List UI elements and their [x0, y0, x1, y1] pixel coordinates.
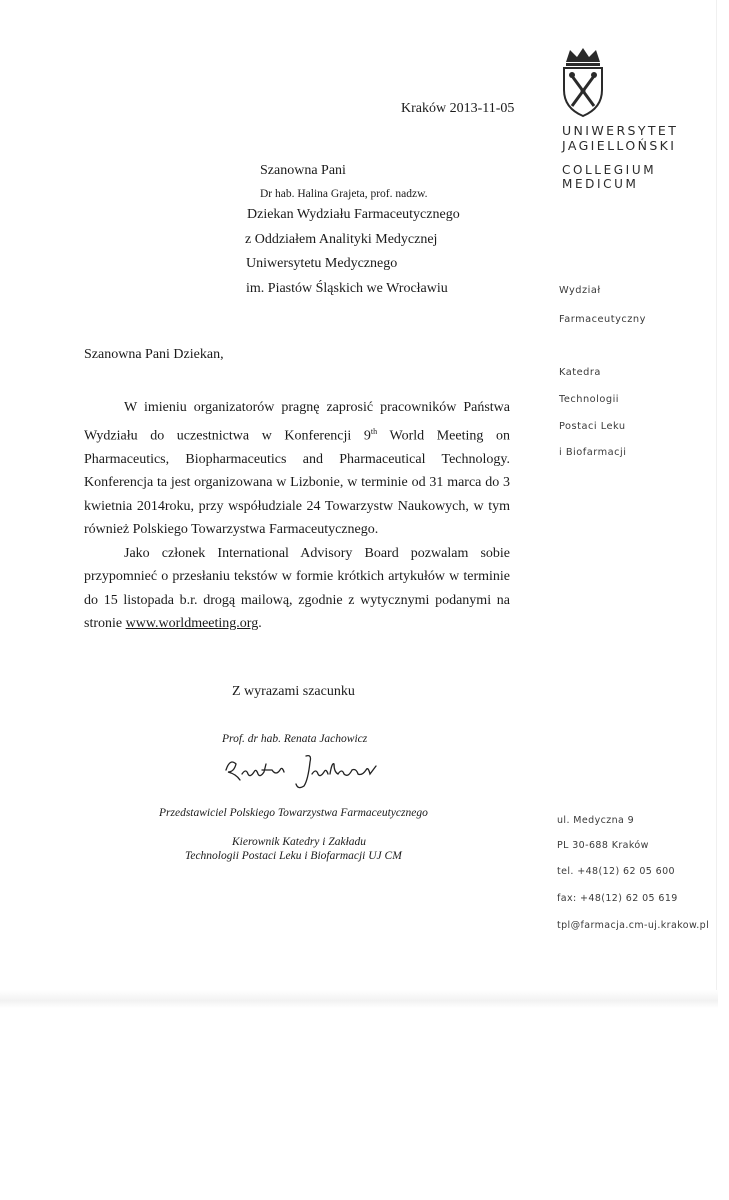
website-link[interactable]: www.worldmeeting.org — [125, 616, 259, 632]
paragraph-1-text-b: World Meeting on Pharmaceutics, Biopharmaceutics and Pharmaceutical Technology. Konferencja ta jest organizowana w Lizbonie, w terminie od 31 marca do 3 kwietnia 2014roku, przy współudziale 24 Towarzystw Naukowych, w tym również Polskiego Towarzystwa Farmaceutycznego. — [84, 428, 510, 538]
dept-line1: Katedra — [559, 367, 601, 378]
paragraph-2-end: . — [258, 616, 262, 632]
paragraph-2-text: Jako członek International Advisory Board pozwalam sobie przypomnieć o przesłaniu tekstów w formie krótkich artykułów w terminie do 15 listopada b.r. drogą mailową, zgodnie z wytycznymi podanymi na stronie — [84, 545, 510, 632]
role-head-line1: Kierownik Katedry i Zakładu — [232, 836, 367, 848]
contact-street: ul. Medyczna 9 — [557, 815, 635, 826]
letter-date: Kraków 2013-11-05 — [401, 101, 515, 116]
collegium-name — [562, 163, 656, 191]
collegium-line2: MEDICUM — [562, 177, 639, 191]
salutation: Szanowna Pani Dziekan, — [84, 347, 224, 362]
dept-line3: Postaci Leku — [559, 421, 626, 432]
dept-line4: i Biofarmacji — [559, 447, 627, 458]
page-edge-right — [716, 0, 717, 1000]
recipient-greeting: Szanowna Pani — [260, 163, 346, 178]
recipient-line3: Uniwersytetu Medycznego — [246, 256, 398, 271]
paragraph-1-text-a: W imieniu organizatorów pragnę zaprosić pracowników Państwa Wydziału do uczestnictwa w Konferencji 9 — [84, 400, 510, 444]
recipient-line4: im. Piastów Śląskich we Wrocławiu — [246, 281, 448, 296]
signer-name: Prof. dr hab. Renata Jachowicz — [222, 733, 368, 745]
university-crest-icon — [560, 46, 606, 118]
collegium-line1: COLLEGIUM — [562, 163, 657, 177]
recipient-name: Dr hab. Halina Grajeta, prof. nadzw. — [260, 188, 428, 200]
handwritten-signature — [220, 750, 390, 792]
role-head-line2: Technologii Postaci Leku i Biofarmacji UJ CM — [185, 850, 402, 862]
university-name — [562, 123, 678, 153]
letter-body — [84, 396, 510, 636]
paragraph-1 — [84, 396, 510, 542]
contact-city: PL 30-688 Kraków — [557, 840, 649, 851]
ordinal-superscript: th — [370, 426, 378, 436]
dept-line2: Technologii — [559, 394, 620, 405]
contact-phone: tel. +48(12) 62 05 600 — [557, 866, 675, 877]
role-representative: Przedstawiciel Polskiego Towarzystwa Farmaceutycznego — [159, 807, 428, 819]
faculty-line2: Farmaceutyczny — [559, 314, 646, 325]
recipient-line1: Dziekan Wydziału Farmaceutycznego — [247, 207, 460, 222]
paragraph-2 — [84, 542, 510, 636]
contact-fax: fax: +48(12) 62 05 619 — [557, 893, 678, 904]
faculty-line1: Wydział — [559, 285, 601, 296]
contact-email[interactable]: tpl@farmacja.cm-uj.krakow.pl — [557, 920, 710, 931]
closing: Z wyrazami szacunku — [232, 684, 355, 699]
recipient-line2: z Oddziałem Analityki Medycznej — [245, 232, 438, 247]
page-edge-bottom — [0, 990, 718, 1008]
university-line2: JAGIELLOŃSKI — [562, 138, 677, 153]
university-line1: UNIWERSYTET — [562, 123, 679, 138]
